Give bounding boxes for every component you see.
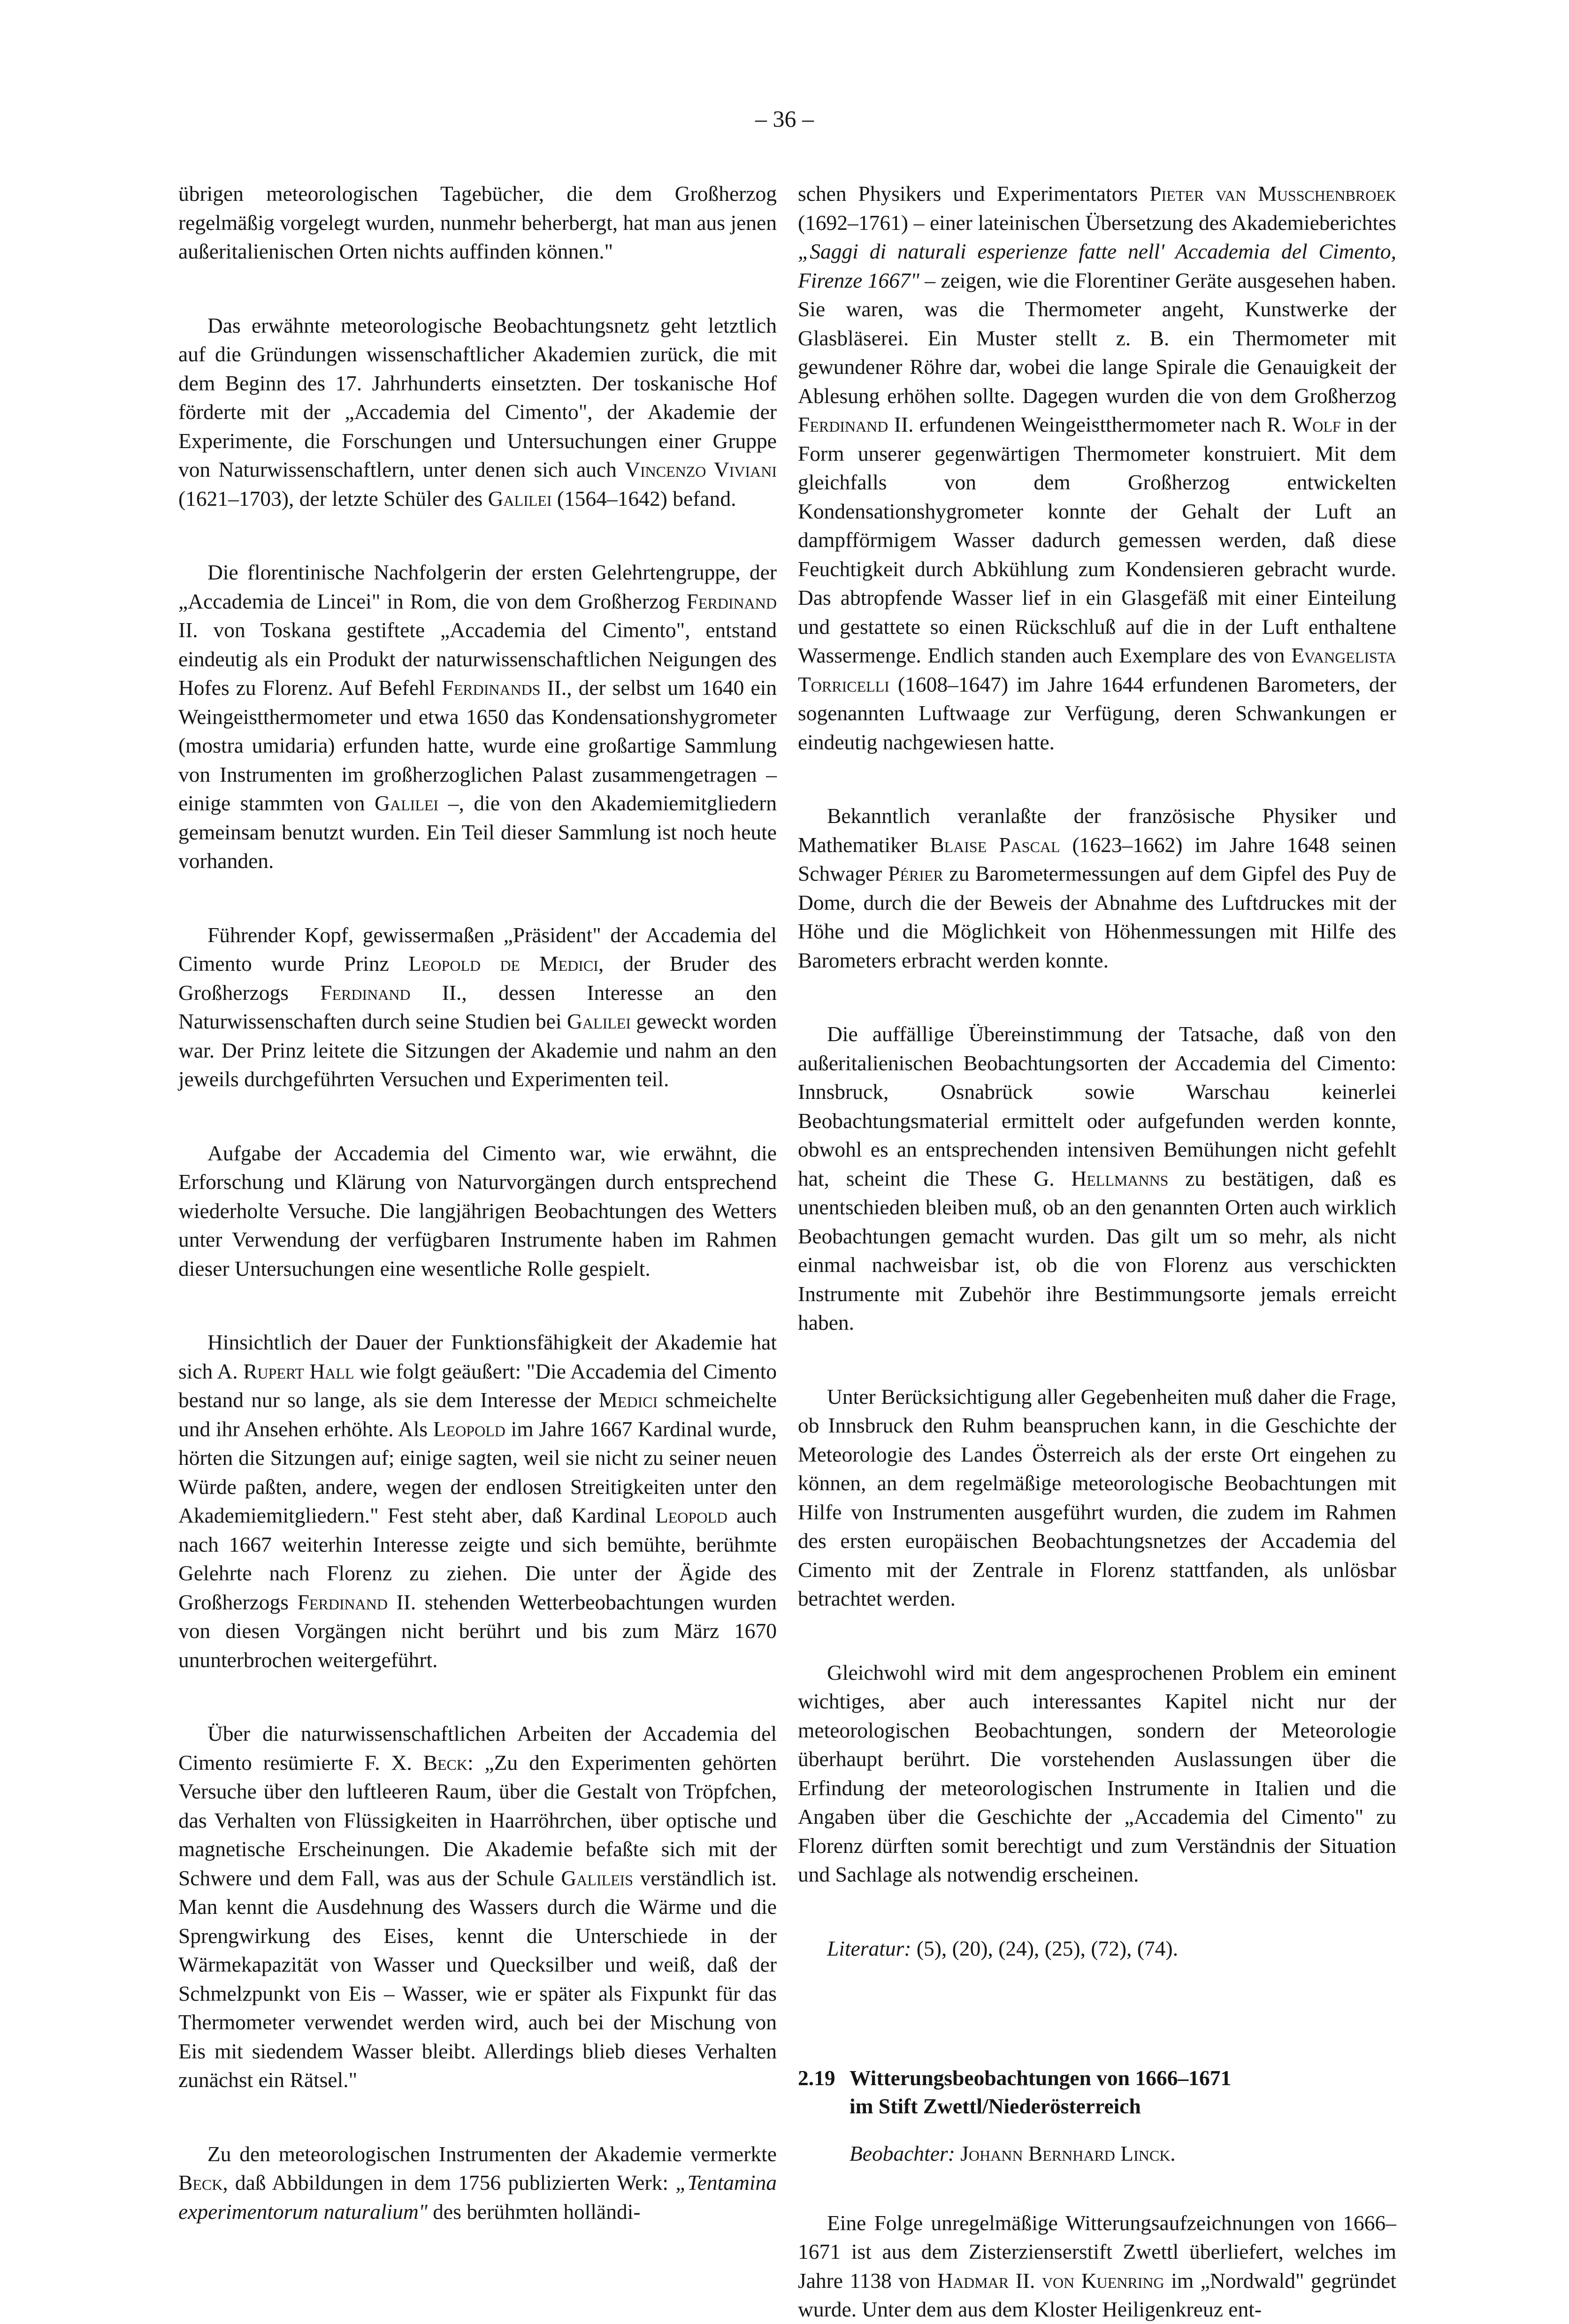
person-name: Leopold	[433, 1417, 505, 1441]
paragraph: schen Physikers und Experimentators Pieter van Musschenbroek (1692–1761) – einer lateinischen Übersetzung des Akademieberichtes „Saggi di naturali esperienze fatte nell' Accademia del Cimento, Firenze 1667" – zeigen, wie die Florentiner Geräte ausgesehen haben. Sie waren, was die Thermometer angeht, Kunstwerke der Glasbläserei. Ein Muster stellt z. B. ein Thermometer mit gewundener Röhre dar, wobei die lange Spirale die Genauigkeit der Ablesung erhöhen sollte. Dagegen wurden die von dem Großherzog Ferdinand II. erfundenen Weingeistthermometer nach R. Wolf in der Form unserer gegenwärtigen Thermometer konstruiert. Mit dem gleichfalls von dem Großherzog entwickelten Kondensationshygrometer konnte der Gehalt der Luft an dampfförmigem Wasser dadurch gemessen werden, daß diese Feuchtigkeit durch Abkühlung zum Kondensieren gebracht wurde. Das abtropfende Wasser lief in ein Glasgefäß mit einer Einteilung und gestattete so einen Rückschluß auf die in der Luft enthaltene Wassermenge. Endlich standen auch Exemplare des von Evangelista Torricelli (1608–1647) im Jahre 1644 erfundenen Barometers, der sogenannten Luftwaage zur Verfügung, deren Schwankungen er eindeutig nachgewiesen hatte.	[798, 182, 1396, 754]
person-name: Rupert Hall	[243, 1359, 354, 1383]
paragraph: Die auffällige Übereinstimmung der Tatsache, daß von den außeritalienischen Beobachtungsorten der Accademia del Cimento: Innsbruck, Osnabrück sowie Warschau keinerlei Beobachtungsmaterial ermittelt oder aufgefunden werden konnte, obwohl es an entsprechenden intensiven Bemühungen nicht gefehlt hat, scheint die These G. Hellmanns zu bestätigen, daß es unentschieden bleiben muß, ob an den genannten Orten auch wirklich Beobachtungen gemacht wurden. Das gilt um so mehr, als nicht einmal nachweisbar ist, ob die von Florenz aus verschickten Instrumente mit Zubehör ihre Bestimmungsorte jemals erreicht haben.	[798, 1022, 1396, 1334]
literature-references	[798, 1934, 1396, 1963]
person-name: Evangelista Torricelli	[798, 643, 1396, 696]
paragraph: Die florentinische Nachfolgerin der ersten Gelehrtengruppe, der „Accademia de Lincei" in Rom, die von dem Großherzog Ferdinand II. von Toskana gestiftete „Accademia del Cimento", entstand eindeutig als ein Produkt der naturwissenschaftlichen Neigungen des Hofes zu Florenz. Auf Befehl Ferdinands II., der selbst um 1640 ein Weingeistthermometer und etwa 1650 das Kondensationshygrometer (mostra umidaria) erfunden hatte, wurde eine großartige Sammlung von Instrumenten im großherzoglichen Palast zusammengetragen – einige stammten von Galilei –, die von den Akademiemitgliedern gemeinsam benutzt wurden. Ein Teil dieser Sammlung ist noch heute vorhanden.	[178, 560, 777, 873]
person-name: Beck	[423, 1750, 467, 1775]
section-number: 2.19	[798, 2066, 835, 2090]
person-name: Hellmanns	[1071, 1166, 1169, 1190]
literature-refs: (5), (20), (24), (25), (72), (74).	[916, 1936, 1179, 1960]
paragraph: Hinsichtlich der Dauer der Funktionsfähigkeit der Akademie hat sich A. Rupert Hall wie folgt geäußert: "Die Accademia del Cimento bestand nur so lange, als sie dem Interesse der Medici schmeichelte und ihr Ansehen erhöhte. Als Leopold im Jahre 1667 Kardinal wurde, hörten die Sitzungen auf; einige sagten, weil sie nicht zu seiner neuen Würde paßten, andere, wegen der endlosen Streitigkeiten unter den Akademiemitgliedern." Fest steht aber, daß Kardinal Leopold auch nach 1667 weiterhin Interesse zeigte und sich bemühte, berühmte Gelehrte nach Florenz zu ziehen. Die unter der Ägide des Großherzogs Ferdinand II. stehenden Wetterbeobachtungen wurden von diesen Vorgängen nicht berührt und bis zum März 1670 ununterbrochen weitergeführt.	[178, 1330, 777, 1672]
person-name: Pieter van Musschenbroek	[1149, 182, 1396, 206]
paragraph: Das erwähnte meteorologische Beobachtungsnetz geht letztlich auf die Gründungen wissenschaftlicher Akademien zurück, die mit dem Beginn des 17. Jahrhunderts einsetzten. Der toskanische Hof förderte mit der „Accademia del Cimento", der Akademie der Experimente, die Forschungen und Untersuchungen einer Gruppe von Naturwissenschaftlern, unter denen sich auch Vincenzo Viviani (1621–1703), der letzte Schüler des Galilei (1564–1642) befand.	[178, 313, 777, 511]
person-name: Leopold de Medici	[408, 952, 598, 975]
right-column	[798, 179, 1396, 2324]
person-name: Galilei	[567, 1009, 631, 1033]
person-name: Galilei	[488, 486, 552, 511]
section-2-19	[798, 2064, 1396, 2324]
person-name: Galilei	[375, 791, 439, 815]
section-heading	[798, 2064, 1396, 2120]
page-number: – 36 –	[755, 106, 814, 132]
person-name: Blaise Pascal	[930, 832, 1060, 857]
person-name: Wolf	[1292, 412, 1341, 436]
observer-label: Beobachter:	[850, 2141, 955, 2165]
paragraph: übrigen meteorologischen Tagebücher, die dem Großherzog regelmäßig vorgelegt wurden, nunmehr beherbergt, hat man aus jenen außeritalienischen Orten nichts auffinden können."	[178, 182, 777, 263]
work-title: „Saggi di naturali esperienze fatte nell' Accademia del Cimento, Firenze 1667"	[798, 239, 1396, 292]
person-name: Ferdinand	[798, 412, 888, 436]
person-name: Leopold	[655, 1503, 727, 1527]
person-name: Medici	[598, 1388, 658, 1412]
person-name: Beck	[178, 2171, 223, 2194]
person-name: Ferdinand	[297, 1590, 388, 1614]
paragraph: Eine Folge unregelmäßige Witterungsaufzeichnungen von 1666–1671 ist aus dem Zisterzienserstift Zwettl überliefert, welches im Jahre 1138 von Hadmar II. von Kuenring im „Nordwald" gegründet wurde. Unter dem aus dem Kloster Heiligenkreuz ent-	[798, 2210, 1396, 2321]
paragraph: Bekanntlich veranlaßte der französische Physiker und Mathematiker Blaise Pascal (1623–1662) im Jahre 1648 seinen Schwager Périer zu Barometermessungen auf dem Gipfel des Puy de Dome, durch die der Beweis der Abnahme des Luftdruckes mit der Höhe und die Möglichkeit von Höhenmessungen mit Hilfe des Barometers erbracht werden konnte.	[798, 804, 1397, 972]
paragraph: Unter Berücksichtigung aller Gegebenheiten muß daher die Frage, ob Innsbruck den Ruhm beanspruchen kann, in die Geschichte der Meteorologie des Landes Österreich als der erste Ort eingehen zu können, an dem regelmäßige meteorologische Beobachtungen mit Hilfe von Instrumenten ausgeführt wurden, die zudem im Rahmen des ersten europäischen Beobachtungsnetzes der Accademia del Cimento mit der Zentrale in Florenz stattfanden, als unlösbar betrachtet werden.	[798, 1384, 1396, 1610]
person-name: Galileis	[561, 1866, 634, 1890]
paragraph: Zu den meteorologischen Instrumenten der Akademie vermerkte Beck, daß Abbildungen in dem 1756 publizierten Werk: „Tentamina experimentorum naturalium" des berühmten holländi-	[178, 2141, 777, 2224]
work-title: „Tentamina experimentorum naturalium"	[178, 2171, 777, 2224]
person-name: Ferdinand	[320, 980, 411, 1005]
paragraph: Führender Kopf, gewissermaßen „Präsident" der Accademia del Cimento wurde Prinz Leopold de Medici, der Bruder des Großherzogs Ferdinand II., dessen Interesse an den Naturwissenschaften durch seine Studien bei Galilei geweckt worden war. Der Prinz leitete die Sitzungen der Akademie und nahm an den jeweils durchgeführten Versuchen und Experimenten teil.	[178, 922, 777, 1091]
person-name: Vincenzo Viviani	[625, 457, 777, 481]
paragraph: Gleichwohl wird mit dem angesprochenen Problem ein eminent wichtiges, aber auch interessantes Kapitel nicht nur der meteorologischen Beobachtungen, sondern der Meteorologie überhaupt berührt. Die vorstehenden Auslassungen über die Erfindung der meteorologischen Instrumente in Italien und die Angaben über die Geschichte der „Accademia del Cimento" zu Florenz dürften somit berechtigt und zum Verständnis der Situation und Sachlage als notwendig erscheinen.	[798, 1660, 1396, 1886]
section-title: Witterungsbeobachtungen von 1666–1671 im Stift Zwettl/Niederösterreich	[850, 2066, 1232, 2118]
paragraph: Aufgabe der Accademia del Cimento war, wie erwähnt, die Erforschung und Klärung von Naturvorgängen durch entsprechend wiederholte Versuche. Die langjährigen Beobachtungen des Wetters unter Verwendung der verfügbaren Instrumente haben im Rahmen dieser Untersuchungen eine wesentliche Rolle gespielt.	[178, 1141, 777, 1280]
paragraph: Über die naturwissenschaftlichen Arbeiten der Accademia del Cimento resümierte F. X. Beck: „Zu den Experimenten gehörten Versuche über den luftleeren Raum, über die Gestalt von Tröpfchen, das Verhalten von Flüssigkeiten in Haarröhrchen, über optische und magnetische Erscheinungen. Die Akademie befaßte sich mit der Schwere und dem Fall, was aus der Schule Galileis verständlich ist. Man kennt die Ausdehnung des Wassers durch die Wärme und die Sprengwirkung des Eises, kennt die Unterschiede in der Wärmekapazität von Wasser und Quecksilber und weiß, daß der Schmelzpunkt von Eis – Wasser, wie er später als Fixpunkt für das Thermometer verwendet werden wird, auch bei der Mischung von Eis mit siedendem Wasser bleibt. Allerdings blieb dieses Verhalten zunächst ein Rätsel."	[178, 1722, 777, 2092]
person-name: Ferdinands	[442, 676, 541, 700]
observer-name: Johann Bernhard Linck.	[960, 2141, 1176, 2165]
person-name: Ferdinand	[686, 589, 777, 613]
observer-line	[850, 2139, 1396, 2168]
literature-label: Literatur:	[827, 1936, 911, 1960]
person-name: Hadmar II. von Kuenring	[937, 2268, 1164, 2293]
person-name: Périer	[888, 861, 943, 885]
left-column	[178, 179, 777, 2226]
